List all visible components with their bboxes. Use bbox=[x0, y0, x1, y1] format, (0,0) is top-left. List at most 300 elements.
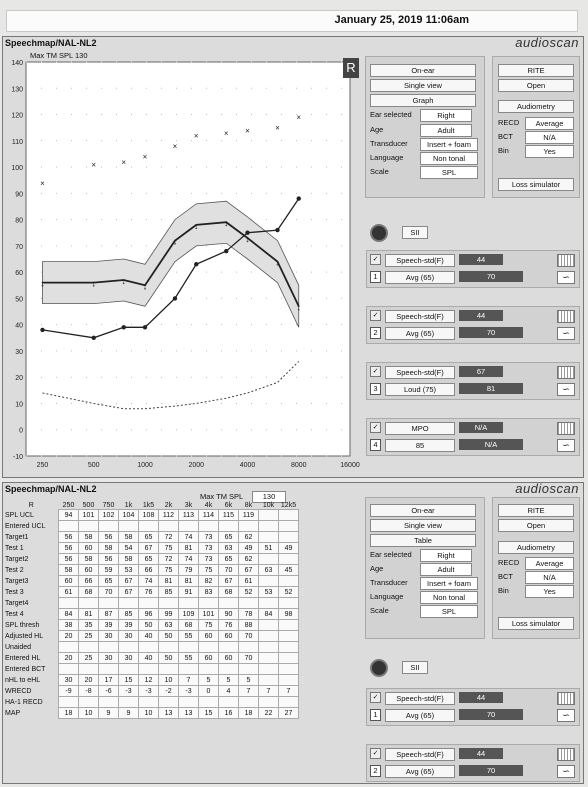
table-cell: 72 bbox=[159, 554, 179, 565]
recd-label: RECD bbox=[498, 558, 520, 567]
table-cell bbox=[239, 598, 259, 609]
coupling-select[interactable]: Open bbox=[498, 79, 574, 92]
target-marker: ↕ bbox=[142, 281, 148, 292]
grid-icon[interactable] bbox=[557, 422, 575, 435]
table-cell bbox=[59, 598, 79, 609]
table-cell: 104 bbox=[119, 510, 139, 521]
y-tick-label: 80 bbox=[15, 217, 23, 225]
table-cell bbox=[259, 576, 279, 587]
display-table-button[interactable]: Table bbox=[370, 534, 476, 547]
ucl-marker: × bbox=[121, 157, 127, 167]
bin-select[interactable]: Yes bbox=[525, 585, 574, 598]
table-row bbox=[4, 675, 299, 686]
table-row bbox=[4, 598, 299, 609]
age-select[interactable]: Adult bbox=[420, 124, 472, 137]
table-cell: 59 bbox=[99, 565, 119, 576]
table-cell: 68 bbox=[79, 587, 99, 598]
table-cell bbox=[79, 664, 99, 675]
test-number: 1 bbox=[370, 709, 381, 721]
ucl-marker: × bbox=[172, 142, 178, 152]
table-cell: 30 bbox=[99, 653, 119, 664]
graph-panel-title: Speechmap/NAL-NL2 bbox=[5, 38, 97, 48]
row-label: Entered BCT bbox=[5, 665, 46, 673]
table-cell: 63 bbox=[159, 620, 179, 631]
grid-icon[interactable] bbox=[557, 748, 575, 761]
table-cell: 70 bbox=[99, 587, 119, 598]
table-row bbox=[4, 664, 299, 675]
x-tick-label: 1000 bbox=[137, 462, 153, 469]
x-tick-label: 500 bbox=[87, 462, 100, 469]
table-cell: 40 bbox=[139, 631, 159, 642]
table-cell: 101 bbox=[199, 609, 219, 620]
table-cell: 73 bbox=[199, 543, 219, 554]
table-cell: 88 bbox=[239, 620, 259, 631]
grid-icon[interactable] bbox=[557, 366, 575, 379]
table-row bbox=[4, 521, 299, 532]
table-cell bbox=[279, 521, 299, 532]
table-cell: 73 bbox=[199, 532, 219, 543]
table-cell: 94 bbox=[59, 510, 79, 521]
table-cell bbox=[219, 664, 239, 675]
bin-label: Bin bbox=[498, 146, 509, 155]
table-cell: 22 bbox=[259, 708, 279, 719]
target-marker: ↕ bbox=[121, 276, 126, 287]
y-tick-label: 40 bbox=[15, 322, 23, 330]
table-cell: 87 bbox=[99, 609, 119, 620]
test-enable-toggle[interactable]: ✓ bbox=[370, 310, 381, 321]
sii-toggle-icon[interactable] bbox=[370, 224, 388, 242]
bin-label: Bin bbox=[498, 586, 509, 595]
table-cell: 85 bbox=[159, 587, 179, 598]
mode-on-ear-button[interactable]: On-ear bbox=[370, 504, 476, 517]
age-select[interactable]: Adult bbox=[420, 563, 472, 576]
row-label: SPL thresh bbox=[5, 621, 40, 629]
table-row bbox=[4, 510, 299, 521]
table-cell bbox=[219, 598, 239, 609]
bct-value: N/A bbox=[525, 571, 574, 584]
grid-icon[interactable] bbox=[557, 310, 575, 323]
row-label: Test 2 bbox=[5, 566, 24, 574]
table-cell: 20 bbox=[59, 631, 79, 642]
view-single-button[interactable]: Single view bbox=[370, 519, 476, 532]
table-cell bbox=[199, 664, 219, 675]
table-cell bbox=[279, 510, 299, 521]
table-cell bbox=[79, 521, 99, 532]
table-cell: 65 bbox=[219, 532, 239, 543]
table-cell bbox=[239, 664, 259, 675]
level-select[interactable]: Avg (65) bbox=[385, 709, 455, 722]
y-tick-label: 60 bbox=[15, 270, 23, 278]
row-label: Entered UCL bbox=[5, 522, 46, 530]
table-cell: 60 bbox=[219, 631, 239, 642]
table-row bbox=[4, 708, 299, 719]
table-cell: 20 bbox=[59, 653, 79, 664]
table-cell: 60 bbox=[199, 631, 219, 642]
table-row bbox=[4, 532, 299, 543]
level-select[interactable]: Avg (65) bbox=[385, 765, 455, 778]
table-cell bbox=[259, 598, 279, 609]
table-cell: 102 bbox=[99, 510, 119, 521]
audiometry-button[interactable]: Audiometry bbox=[498, 100, 574, 113]
test-number: 2 bbox=[370, 327, 381, 339]
table-cell bbox=[159, 642, 179, 653]
table-row bbox=[4, 554, 299, 565]
table-cell: 75 bbox=[159, 565, 179, 576]
test-value-1: 44 bbox=[459, 692, 503, 703]
test-row bbox=[366, 418, 580, 456]
curve-icon: ∽ bbox=[557, 439, 575, 452]
level-select[interactable]: Avg (65) bbox=[385, 327, 455, 340]
row-label: Test 4 bbox=[5, 610, 24, 618]
test-row bbox=[366, 744, 580, 782]
table-cell: 119 bbox=[239, 510, 259, 521]
x-tick-label: 2000 bbox=[188, 462, 205, 469]
target-marker: ↕ bbox=[91, 278, 96, 289]
row-label: Unaided bbox=[5, 643, 32, 651]
target-marker: ↕ bbox=[40, 278, 45, 289]
table-cell: 25 bbox=[79, 653, 99, 664]
table-cell bbox=[259, 631, 279, 642]
table-cell: 61 bbox=[239, 576, 259, 587]
view-single-button[interactable]: Single view bbox=[370, 79, 476, 92]
speechmap-chart bbox=[2, 48, 362, 476]
ear-select[interactable]: Right bbox=[420, 549, 472, 562]
scale-select[interactable]: SPL bbox=[420, 166, 478, 179]
sii-button[interactable]: SII bbox=[402, 661, 428, 674]
test-row bbox=[366, 688, 580, 726]
threshold-point bbox=[173, 296, 177, 300]
table-row bbox=[4, 697, 299, 708]
table-cell bbox=[79, 598, 99, 609]
table-cell bbox=[119, 642, 139, 653]
max-tm-label: Max TM SPL bbox=[200, 492, 244, 501]
table-cell: 83 bbox=[199, 587, 219, 598]
table-cell: -6 bbox=[99, 686, 119, 697]
frequency-header: 4k bbox=[204, 502, 213, 509]
table-cell bbox=[279, 598, 299, 609]
y-tick-label: 110 bbox=[11, 138, 23, 146]
table-cell: 76 bbox=[219, 620, 239, 631]
table-cell: -2 bbox=[159, 686, 179, 697]
table-cell: 60 bbox=[59, 576, 79, 587]
x-tick-label: 4000 bbox=[239, 462, 256, 469]
table-cell: 9 bbox=[99, 708, 119, 719]
grid-icon[interactable] bbox=[557, 254, 575, 267]
table-row bbox=[4, 686, 299, 697]
test-value-2: N/A bbox=[459, 439, 523, 450]
stimulus-select[interactable]: Speech-std(F) bbox=[385, 254, 455, 267]
y-tick-label: 120 bbox=[11, 112, 23, 120]
table-cell: 9 bbox=[119, 708, 139, 719]
ear-select[interactable]: Right bbox=[420, 109, 472, 122]
coupling-select[interactable]: Open bbox=[498, 519, 574, 532]
table-cell: 50 bbox=[159, 653, 179, 664]
scale-select[interactable]: SPL bbox=[420, 605, 478, 618]
table-cell bbox=[279, 576, 299, 587]
transducer-select[interactable]: Insert + foam bbox=[420, 138, 478, 151]
test-value-1: 44 bbox=[459, 254, 503, 265]
scale-label: Scale bbox=[370, 167, 389, 176]
plot-area bbox=[26, 62, 350, 456]
r-badge[interactable]: R bbox=[343, 58, 359, 78]
table-cell: 67 bbox=[119, 576, 139, 587]
test-value-1: 44 bbox=[459, 748, 503, 759]
table-cell bbox=[259, 521, 279, 532]
table-cell: 75 bbox=[199, 565, 219, 576]
test-value-1: 67 bbox=[459, 366, 503, 377]
table-cell bbox=[159, 664, 179, 675]
ucl-marker: × bbox=[296, 113, 302, 123]
table-cell: 98 bbox=[279, 609, 299, 620]
threshold-point bbox=[92, 336, 96, 340]
table-cell bbox=[219, 521, 239, 532]
table-cell bbox=[99, 521, 119, 532]
table-cell bbox=[119, 598, 139, 609]
table-header-row bbox=[4, 502, 299, 510]
recd-select[interactable]: Average bbox=[525, 117, 574, 130]
table-cell bbox=[199, 697, 219, 708]
ucl-marker: × bbox=[245, 126, 250, 136]
ucl-marker: × bbox=[193, 131, 199, 141]
table-cell: 70 bbox=[239, 631, 259, 642]
table-cell: 56 bbox=[59, 532, 79, 543]
table-cell: 54 bbox=[119, 543, 139, 554]
table-cell: 67 bbox=[239, 565, 259, 576]
target-marker: ↕ bbox=[245, 233, 250, 244]
table-cell: 99 bbox=[159, 609, 179, 620]
table-cell: 81 bbox=[179, 576, 199, 587]
table-cell bbox=[159, 697, 179, 708]
table-cell: -8 bbox=[79, 686, 99, 697]
table-cell bbox=[259, 697, 279, 708]
stimulus-select[interactable]: Speech-std(F) bbox=[385, 310, 455, 323]
frequency-header: 750 bbox=[102, 502, 115, 509]
test-enable-toggle[interactable]: ✓ bbox=[370, 692, 381, 703]
table-cell: 0 bbox=[199, 686, 219, 697]
age-label: Age bbox=[370, 564, 384, 573]
y-tick-label: 0 bbox=[19, 427, 23, 435]
table-cell: 30 bbox=[59, 675, 79, 686]
table-cell bbox=[279, 620, 299, 631]
ucl-marker: × bbox=[40, 178, 45, 188]
table-cell: 60 bbox=[79, 565, 99, 576]
table-cell bbox=[259, 664, 279, 675]
language-select[interactable]: Non tonal bbox=[420, 152, 478, 165]
level-select[interactable]: Avg (65) bbox=[385, 271, 455, 284]
table-cell: 58 bbox=[79, 554, 99, 565]
table-cell: 62 bbox=[239, 532, 259, 543]
display-graph-button[interactable]: Graph bbox=[370, 94, 476, 107]
test-enable-toggle[interactable]: ✓ bbox=[370, 366, 381, 377]
table-cell: 5 bbox=[199, 675, 219, 686]
mode-on-ear-button[interactable]: On-ear bbox=[370, 64, 476, 77]
table-row bbox=[4, 543, 299, 554]
table-cell bbox=[159, 598, 179, 609]
table-cell: 45 bbox=[279, 565, 299, 576]
y-tick-label: 70 bbox=[15, 243, 23, 251]
table-cell: 13 bbox=[179, 708, 199, 719]
test-value-1: 44 bbox=[459, 310, 503, 321]
table-cell: 5 bbox=[239, 675, 259, 686]
table-cell: 30 bbox=[119, 653, 139, 664]
bct-label: BCT bbox=[498, 572, 513, 581]
test-value-2: 81 bbox=[459, 383, 523, 394]
table-cell: 30 bbox=[119, 631, 139, 642]
frequency-header: 1k5 bbox=[142, 502, 155, 509]
max-tm-label: Max TM SPL 130 bbox=[30, 51, 88, 60]
stimulus-select[interactable]: MPO bbox=[385, 422, 455, 435]
speechmap-table bbox=[4, 502, 299, 719]
table-cell bbox=[59, 521, 79, 532]
table-cell: 90 bbox=[219, 609, 239, 620]
frequency-header: 10k bbox=[262, 502, 275, 509]
table-cell: 74 bbox=[179, 532, 199, 543]
bct-label: BCT bbox=[498, 132, 513, 141]
transducer-label: Transducer bbox=[370, 139, 408, 148]
stimulus-select[interactable]: Speech-std(F) bbox=[385, 692, 455, 705]
recd-select[interactable]: Average bbox=[525, 557, 574, 570]
level-select[interactable]: Loud (75) bbox=[385, 383, 455, 396]
table-cell: 68 bbox=[219, 587, 239, 598]
bin-select[interactable]: Yes bbox=[525, 145, 574, 158]
table-cell: 96 bbox=[139, 609, 159, 620]
stimulus-select[interactable]: Speech-std(F) bbox=[385, 748, 455, 761]
test-row bbox=[366, 306, 580, 344]
table-cell bbox=[259, 642, 279, 653]
table-cell: 58 bbox=[119, 532, 139, 543]
table-cell: 58 bbox=[119, 554, 139, 565]
table-cell bbox=[159, 521, 179, 532]
table-row bbox=[4, 576, 299, 587]
table-cell: 81 bbox=[79, 609, 99, 620]
table-row bbox=[4, 653, 299, 664]
stimulus-select[interactable]: Speech-std(F) bbox=[385, 366, 455, 379]
datetime-label: January 25, 2019 11:06am bbox=[334, 14, 469, 26]
table-cell: 65 bbox=[219, 554, 239, 565]
audiometry-button[interactable]: Audiometry bbox=[498, 541, 574, 554]
y-tick-label: 20 bbox=[15, 375, 23, 383]
target-marker: ↕ bbox=[296, 302, 301, 313]
ucl-marker: × bbox=[223, 128, 229, 138]
table-cell bbox=[279, 642, 299, 653]
style-select[interactable]: RITE bbox=[498, 64, 574, 77]
table-cell: 81 bbox=[159, 576, 179, 587]
table-cell bbox=[179, 697, 199, 708]
loss-simulator-button[interactable]: Loss simulator bbox=[498, 178, 574, 191]
threshold-point bbox=[275, 228, 279, 232]
table-cell: 65 bbox=[139, 532, 159, 543]
table-cell: 12 bbox=[139, 675, 159, 686]
language-select[interactable]: Non tonal bbox=[420, 591, 478, 604]
table-cell: 18 bbox=[59, 708, 79, 719]
threshold-point bbox=[297, 196, 301, 200]
table-cell: 49 bbox=[239, 543, 259, 554]
table-cell: 67 bbox=[139, 543, 159, 554]
max-tm-value: 130 bbox=[252, 491, 286, 503]
table-cell bbox=[139, 642, 159, 653]
style-select[interactable]: RITE bbox=[498, 504, 574, 517]
table-cell: 115 bbox=[219, 510, 239, 521]
table-cell: -3 bbox=[119, 686, 139, 697]
curve-icon: ∽ bbox=[557, 709, 575, 722]
table-cell bbox=[279, 653, 299, 664]
test-number: 3 bbox=[370, 383, 381, 395]
table-cell: 55 bbox=[179, 631, 199, 642]
frequency-header: 250 bbox=[62, 502, 75, 509]
table-cell: 39 bbox=[99, 620, 119, 631]
table-cell: 67 bbox=[119, 587, 139, 598]
table-cell: 109 bbox=[179, 609, 199, 620]
table-cell: 7 bbox=[259, 686, 279, 697]
row-label: Target1 bbox=[5, 533, 29, 541]
table-cell bbox=[139, 521, 159, 532]
ucl-marker: × bbox=[142, 152, 148, 162]
test-enable-toggle[interactable]: ✓ bbox=[370, 748, 381, 759]
table-cell: 13 bbox=[159, 708, 179, 719]
threshold-point bbox=[194, 262, 198, 266]
table-cell: -3 bbox=[179, 686, 199, 697]
loss-simulator-button[interactable]: Loss simulator bbox=[498, 617, 574, 630]
table-cell: 76 bbox=[139, 587, 159, 598]
table-cell: 40 bbox=[139, 653, 159, 664]
sii-button[interactable]: SII bbox=[402, 226, 428, 239]
table-cell bbox=[239, 642, 259, 653]
table-cell: 72 bbox=[159, 532, 179, 543]
target-marker: ↕ bbox=[223, 218, 229, 229]
table-cell bbox=[179, 598, 199, 609]
table-cell: 70 bbox=[219, 565, 239, 576]
grid-icon[interactable] bbox=[557, 692, 575, 705]
y-tick-label: 50 bbox=[15, 296, 23, 304]
ear-label: Ear selected bbox=[370, 550, 412, 559]
ucl-marker: × bbox=[91, 160, 97, 170]
table-cell: 51 bbox=[259, 543, 279, 554]
transducer-select[interactable]: Insert + foam bbox=[420, 577, 478, 590]
table-row bbox=[4, 565, 299, 576]
table-row bbox=[4, 642, 299, 653]
table-cell: 52 bbox=[279, 587, 299, 598]
table-cell: 63 bbox=[259, 565, 279, 576]
table-cell: 18 bbox=[239, 708, 259, 719]
table-cell: -3 bbox=[139, 686, 159, 697]
table-cell: 81 bbox=[179, 543, 199, 554]
ear-label: Ear selected bbox=[370, 110, 412, 119]
table-cell: 53 bbox=[119, 565, 139, 576]
table-cell: 75 bbox=[159, 543, 179, 554]
bct-value: N/A bbox=[525, 131, 574, 144]
x-tick-label: 16000 bbox=[340, 462, 360, 469]
table-cell bbox=[119, 697, 139, 708]
table-cell bbox=[199, 598, 219, 609]
table-cell bbox=[259, 675, 279, 686]
curve-icon: ∽ bbox=[557, 271, 575, 284]
table-cell: 112 bbox=[159, 510, 179, 521]
row-label: HA-1 RECD bbox=[5, 698, 43, 706]
table-cell: 17 bbox=[99, 675, 119, 686]
level-select[interactable]: 85 bbox=[385, 439, 455, 452]
table-cell bbox=[259, 554, 279, 565]
table-cell: 60 bbox=[199, 653, 219, 664]
table-cell bbox=[179, 521, 199, 532]
row-label: Adjusted HL bbox=[5, 632, 44, 640]
test-enable-toggle[interactable]: ✓ bbox=[370, 422, 381, 433]
x-tick-label: 250 bbox=[36, 462, 49, 469]
table-cell bbox=[219, 697, 239, 708]
test-enable-toggle[interactable]: ✓ bbox=[370, 254, 381, 265]
sii-toggle-icon[interactable] bbox=[370, 659, 388, 677]
table-cell bbox=[79, 642, 99, 653]
table-cell bbox=[99, 642, 119, 653]
